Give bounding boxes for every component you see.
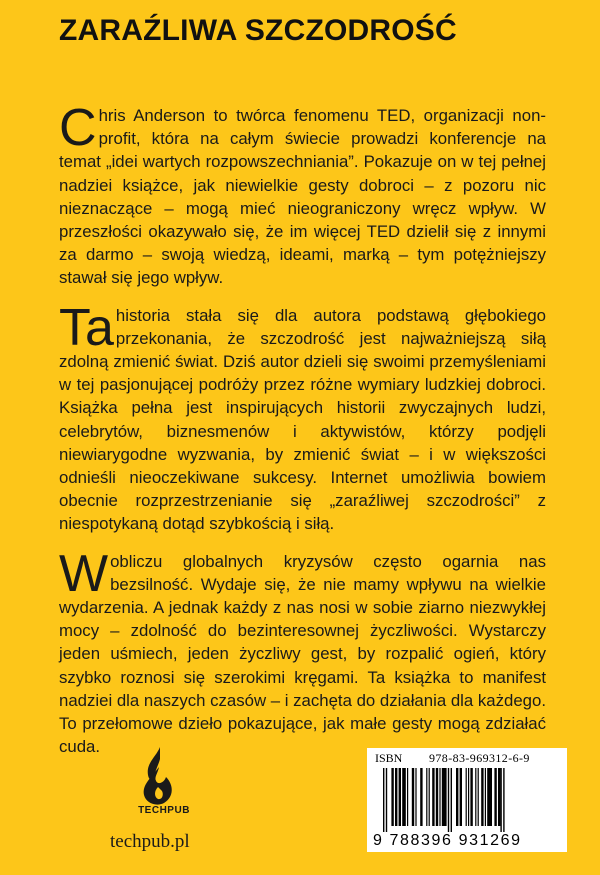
barcode-bar bbox=[391, 768, 393, 826]
barcode-bar bbox=[487, 768, 492, 826]
barcode-bar bbox=[475, 768, 476, 826]
barcode-bar bbox=[456, 768, 458, 826]
barcode-icon bbox=[383, 768, 555, 832]
paragraph-2-text: historia stała się dla autora podstawą głębokiego przekonania, że szczodrość jest najważniejszą siłą zdolną zmienić świat. Dziś autor dzieli się swoimi przemyśleniami w tej pasjonującej podróży przez różne wymiary ludzkiej dobroci. Książka pełna jest inspirujących historii zwyczajnych ludzi, celebrytów, biznesmenów i aktywistów, którzy podjęli niewiarygodne wyzwania, by zmienić świat – i w większości odnieśli nieoczekiwane sukcesy. Internet umożliwia bowiem obecnie rozprzestrzenianie się „zaraźliwej szczodrości” z niespotykaną dotąd szybkością i siłą. bbox=[59, 305, 546, 534]
dropcap-2: Ta bbox=[59, 298, 114, 357]
barcode-bar bbox=[436, 768, 438, 826]
barcode-bar bbox=[451, 768, 452, 832]
paragraph-1-text: hris Anderson to twórca fenomenu TED, organizacji non-profit, która na całym świecie prowadzi konferencje na temat „idei wartych rozpowszechniania”. Pokazuje on w tej pełnej nadziei książce, jak niewielkie gesty dobroci – z pozoru nic nieznaczące – mogą mieć nieograniczony wręcz wpływ. W przeszłości okazywało się, że im więcej TED dzielił się z innymi za darmo – swoją wiedzą, ideami, marką – tym potężniejszy stawał się jego wpływ. bbox=[59, 106, 546, 288]
publisher-website[interactable]: techpub.pl bbox=[110, 831, 190, 852]
barcode-bar bbox=[481, 768, 483, 826]
barcode-bar bbox=[439, 768, 440, 826]
barcode-bar bbox=[498, 768, 500, 826]
barcode-bar bbox=[395, 768, 397, 826]
paragraph-3-text: obliczu globalnych kryzysów często ogarnia nas bezsilność. Wydaje się, że nie mamy wpływu na wielkie wydarzenia. A jednak każdy z nas nosi w sobie ziarno niezwykłej mocy – zdolność do bezinteresownej życzliwości. Wystarczy jeden uśmiech, jeden życzliwy gest, by rozpalić ogień, który szybko roznosi się szerokimi kręgami. Ta książka to manifest nadziei dla naszych czasów – i zachęta do działania dla każdego. To przełomowe dzieło pokazujące, jak małe gesty mogą zdziałać cuda. bbox=[59, 551, 546, 757]
paragraph-3 bbox=[59, 544, 546, 759]
barcode-bar bbox=[478, 768, 479, 826]
barcode-bar bbox=[415, 768, 416, 826]
dropcap-3: W bbox=[59, 544, 109, 603]
barcode-digits: 9 788396 931269 bbox=[373, 832, 522, 849]
barcode-bar bbox=[466, 768, 467, 826]
barcode-bar bbox=[420, 768, 422, 826]
barcode-bar bbox=[485, 768, 486, 826]
paragraph-1 bbox=[59, 99, 546, 290]
barcode-bar bbox=[402, 768, 406, 826]
dropcap-1: C bbox=[59, 99, 97, 157]
barcode-bar bbox=[503, 768, 504, 832]
barcode-bar bbox=[386, 768, 387, 832]
book-title: ZARAŹLIWA SZCZODROŚĆ bbox=[59, 14, 457, 47]
barcode-bar bbox=[429, 768, 430, 826]
barcode-bar bbox=[426, 768, 427, 826]
barcode-bar bbox=[468, 768, 469, 826]
barcode-bar bbox=[412, 768, 414, 826]
flame-drop-icon bbox=[136, 745, 182, 807]
barcode-bar bbox=[407, 768, 408, 826]
isbn-number: 978-83-969312-6-9 bbox=[429, 751, 530, 765]
isbn-label: ISBN bbox=[375, 751, 403, 765]
isbn-barcode-block bbox=[367, 748, 567, 852]
publisher-logo-text: TECHPUB bbox=[138, 805, 190, 816]
back-cover-blurb bbox=[59, 99, 546, 772]
barcode-bar bbox=[460, 768, 462, 826]
barcode-bar bbox=[432, 768, 434, 826]
barcode-bar bbox=[494, 768, 496, 826]
barcode-bar bbox=[470, 768, 472, 826]
barcode-bar bbox=[442, 768, 447, 826]
barcode-bar bbox=[448, 768, 449, 832]
paragraph-2 bbox=[59, 298, 546, 536]
barcode-bar bbox=[500, 768, 501, 832]
barcode-bar bbox=[383, 768, 384, 832]
barcode-bar bbox=[399, 768, 401, 826]
